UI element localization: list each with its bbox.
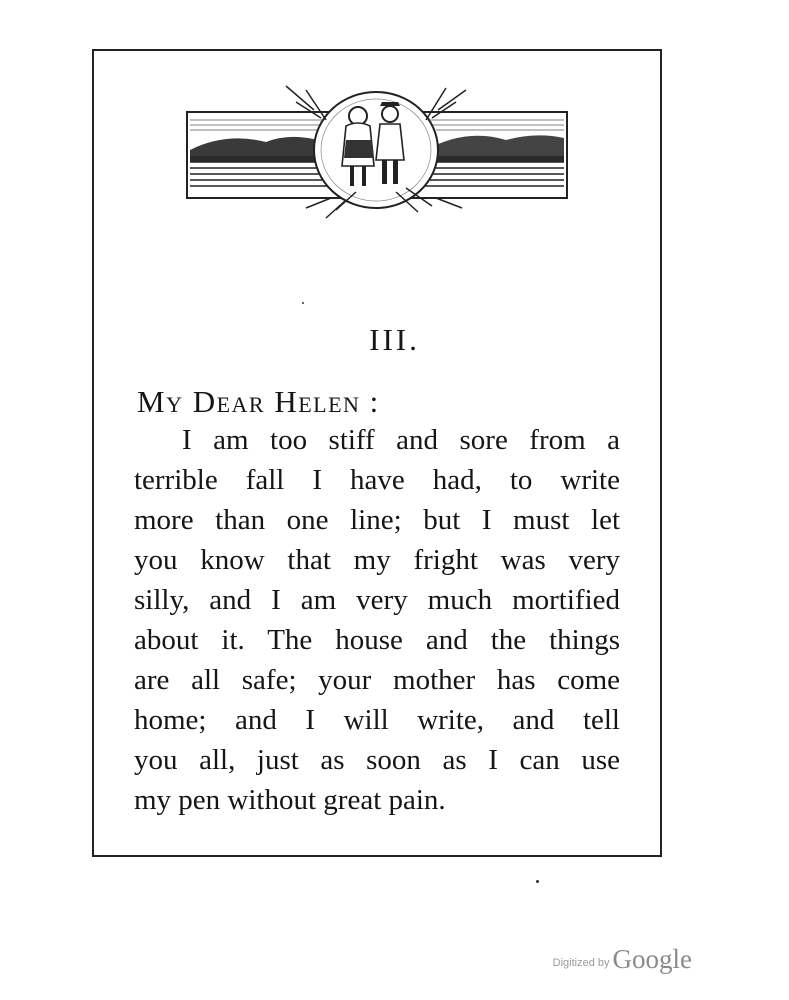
letter-body: [134, 420, 620, 820]
text-line: home; and I will write, and tell: [134, 704, 620, 736]
google-wordmark: Google: [612, 944, 692, 974]
text-line: about it. The house and the things: [134, 624, 620, 656]
print-speck: [536, 880, 539, 883]
chapter-heading: III.: [369, 322, 420, 357]
text-line: are all safe; your mother has come: [134, 664, 620, 696]
digitized-label: Digitized by: [552, 957, 610, 969]
text-line: silly, and I am very much mortified: [134, 584, 620, 616]
text-line: more than one line; but I must let: [134, 504, 620, 536]
text-line: terrible fall I have had, to write: [134, 464, 620, 496]
text-line: you all, just as soon as I can use: [134, 744, 620, 776]
letter-salutation: My Dear Helen :: [137, 384, 380, 419]
text-line: my pen without great pain.: [134, 784, 446, 816]
print-speck: [302, 302, 304, 304]
text-line: you know that my fright was very: [134, 544, 620, 576]
digitization-credit: [553, 944, 692, 975]
winter-children-illustration: [186, 80, 570, 225]
text-line: I am too stiff and sore from a: [182, 424, 620, 456]
